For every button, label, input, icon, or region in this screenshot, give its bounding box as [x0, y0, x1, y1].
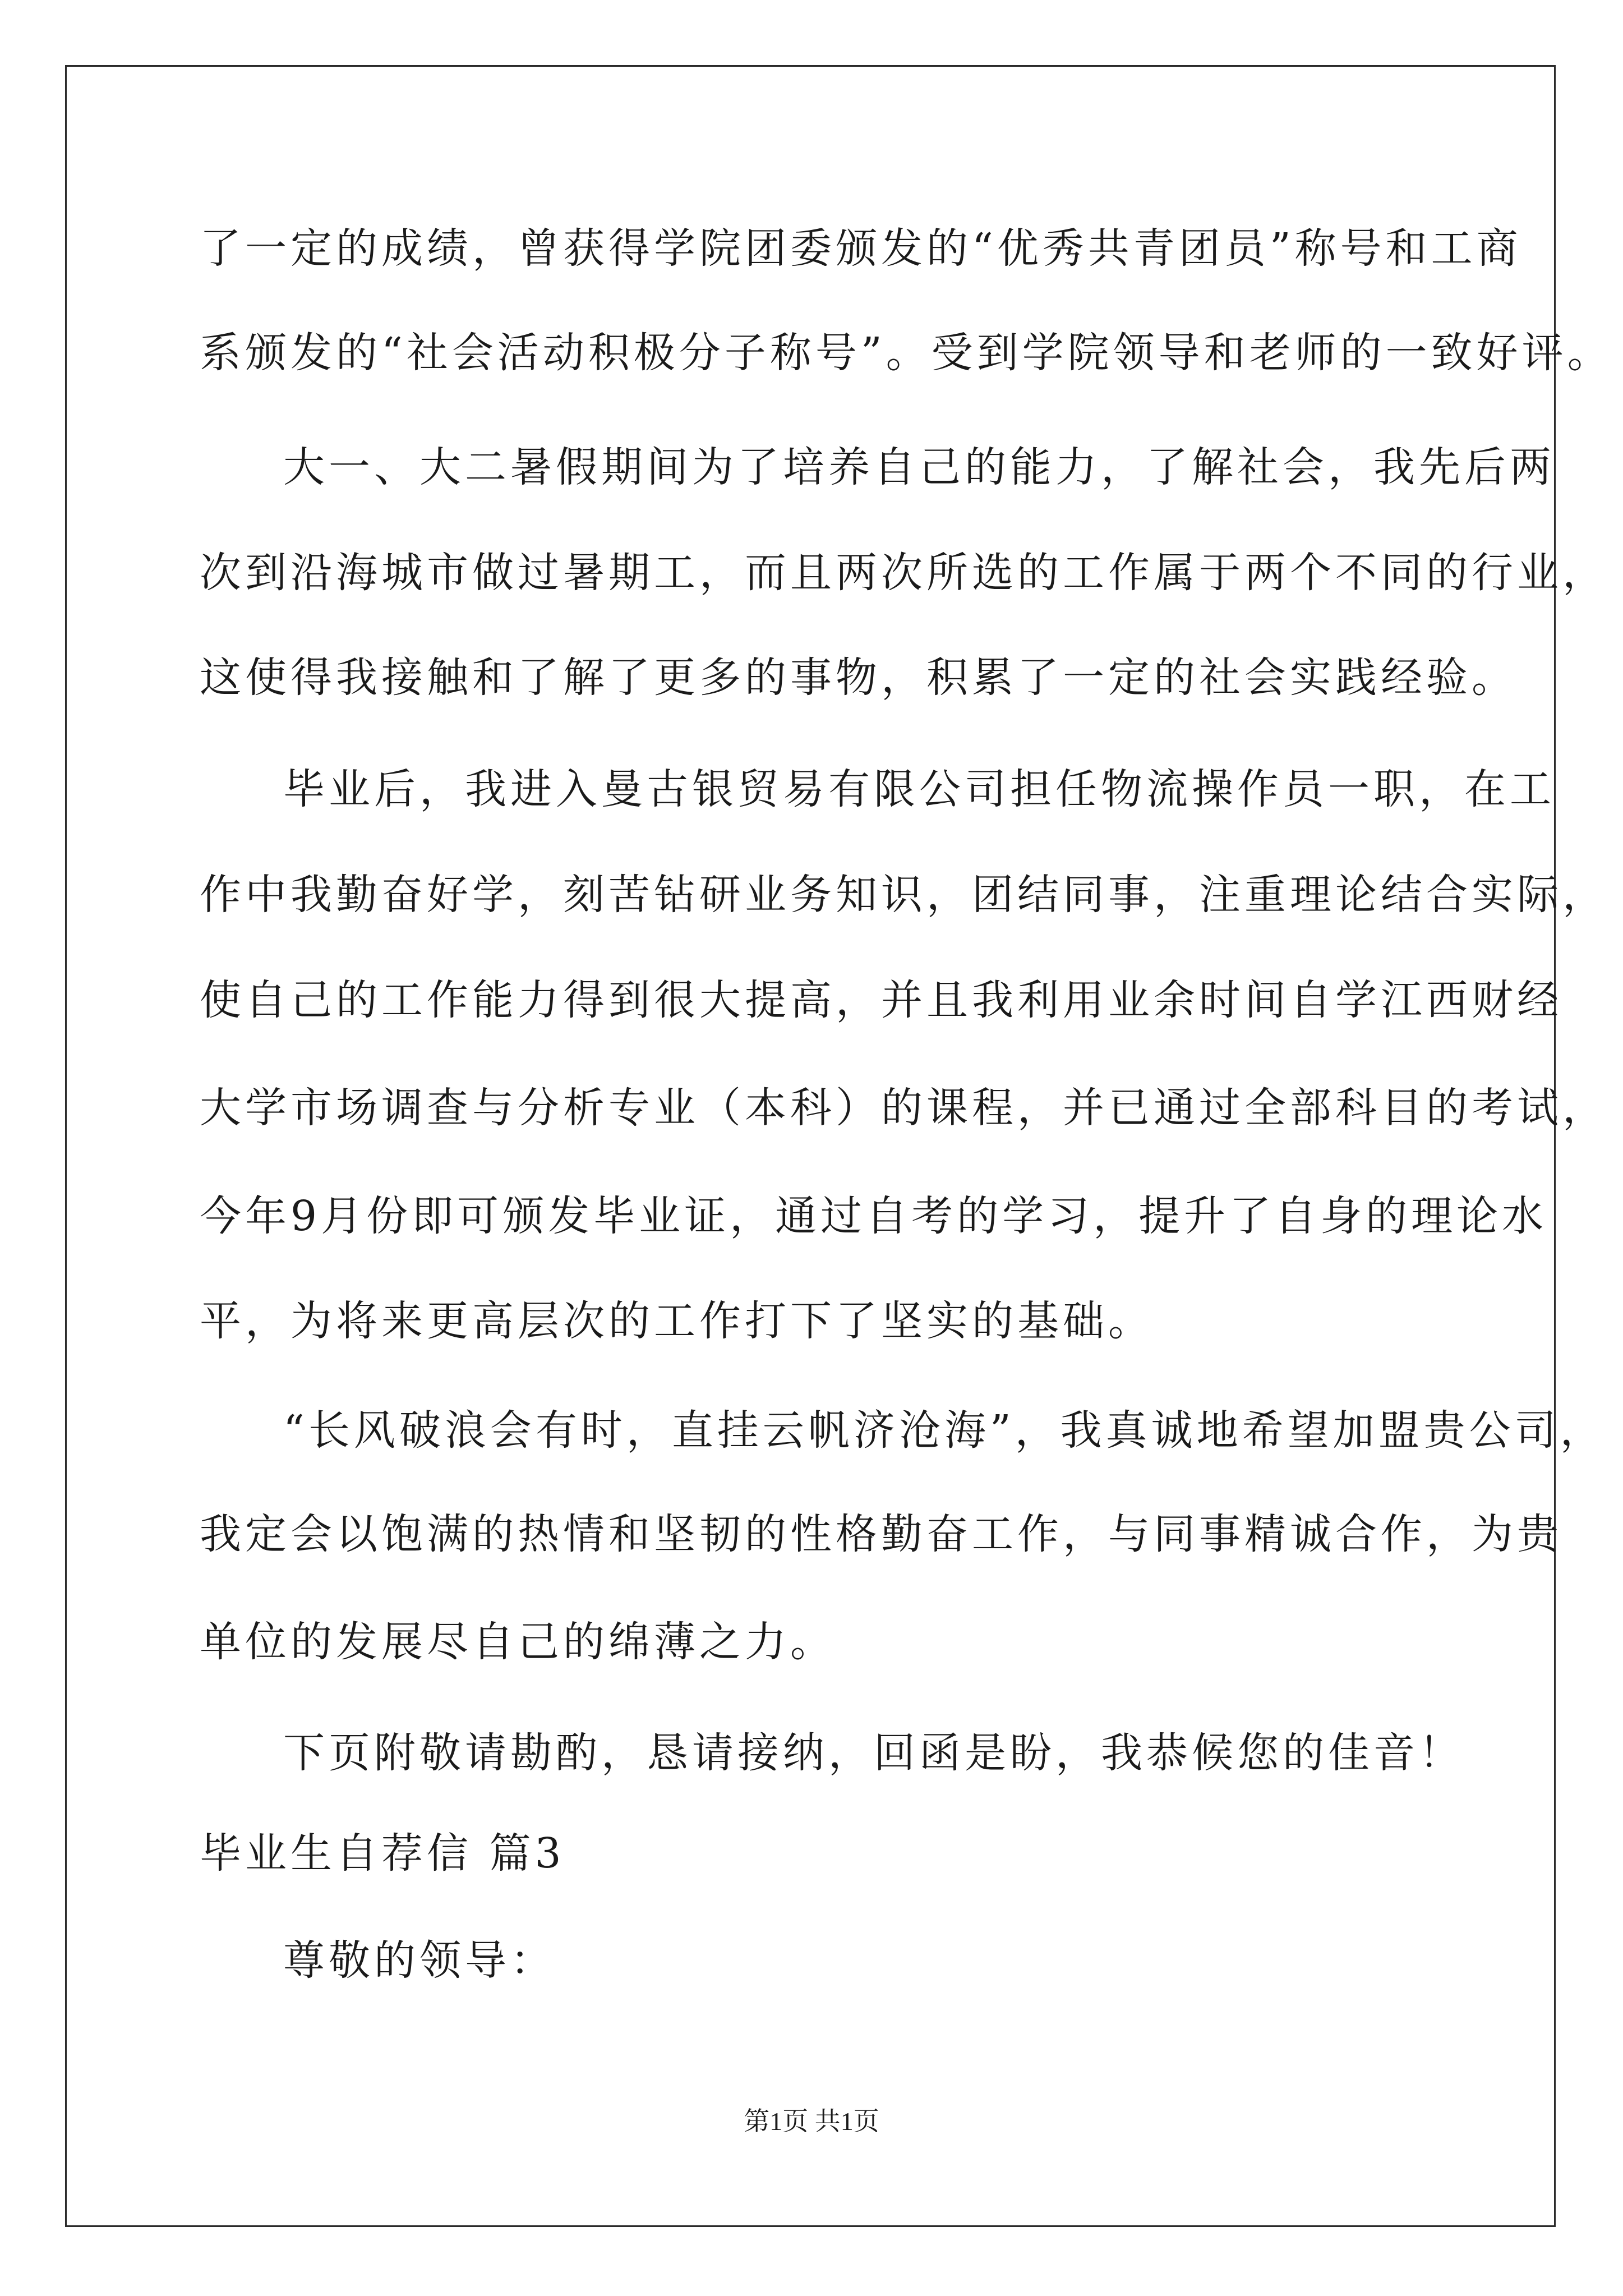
text-line-1: 了一定的成绩，曾获得学院团委颁发的“优秀共青团员”称号和工商 [200, 224, 1522, 273]
text-line-11: 平，为将来更高层次的工作打下了坚实的基础。 [200, 1297, 1154, 1345]
text-line-12: “长风破浪会有时，直挂云帆济沧海”，我真诚地希望加盟贵公司， [283, 1406, 1606, 1455]
text-line-2: 系颁发的“社会活动积极分子称号”。受到学院领导和老师的一致好评。 [200, 329, 1613, 377]
page-border [65, 65, 1556, 2227]
text-line-8: 使自己的工作能力得到很大提高，并且我利用业余时间自学江西财经 [200, 976, 1562, 1024]
text-line-10: 今年9月份即可颁发毕业证，通过自考的学习，提升了自身的理论水 [200, 1192, 1548, 1240]
text-line-7: 作中我勤奋好学，刻苦钻研业务知识，团结同事，注重理论结合实际， [200, 871, 1608, 919]
text-line-15: 下页附敬请勘酌，恳请接纳，回函是盼，我恭候您的佳音！ [283, 1729, 1464, 1777]
text-line-13: 我定会以饱满的热情和坚韧的性格勤奋工作，与同事精诚合作，为贵 [200, 1510, 1562, 1558]
page-number: 第1页 共1页 [744, 2107, 879, 2136]
section-heading: 毕业生自荐信 篇3 [200, 1829, 565, 1878]
text-line-14: 单位的发展尽自己的绵薄之力。 [200, 1618, 836, 1666]
text-line-6: 毕业后，我进入曼古银贸易有限公司担任物流操作员一职，在工 [283, 765, 1555, 813]
salutation: 尊敬的领导： [283, 1936, 556, 1985]
text-line-9: 大学市场调查与分析专业（本科）的课程，并已通过全部科目的考试， [200, 1084, 1608, 1132]
text-line-4: 次到沿海城市做过暑期工，而且两次所选的工作属于两个不同的行业， [200, 549, 1608, 597]
text-line-5: 这使得我接触和了解了更多的事物，积累了一定的社会实践经验。 [200, 654, 1517, 702]
text-line-3: 大一、大二暑假期间为了培养自己的能力，了解社会，我先后两 [283, 443, 1555, 491]
